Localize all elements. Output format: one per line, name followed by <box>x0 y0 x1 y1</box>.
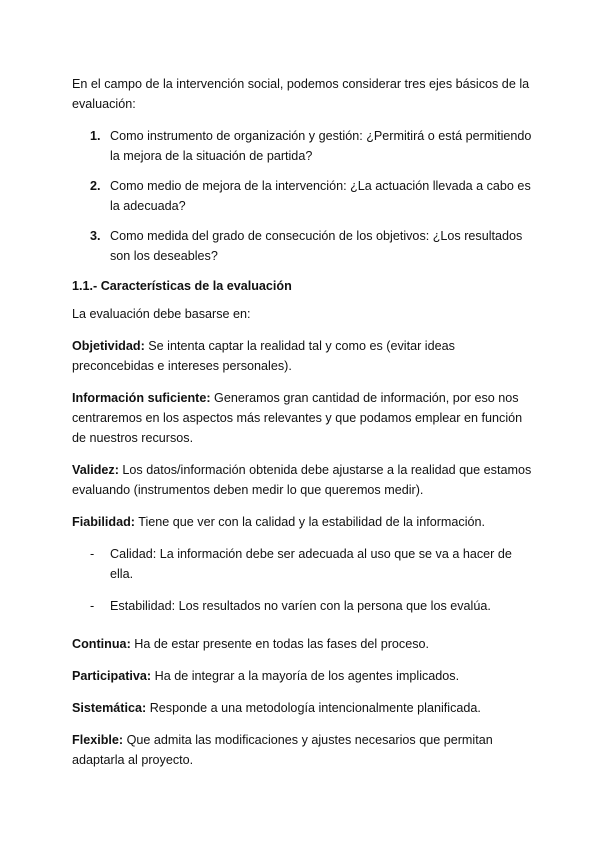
definition-term: Sistemática: <box>72 701 147 715</box>
definition-objetividad <box>72 336 532 376</box>
list-item-text: Estabilidad: Los resultados no varíen con la persona que los evalúa. <box>110 599 491 613</box>
intro-paragraph: En el campo de la intervención social, podemos considerar tres ejes básicos de la evaluación: <box>72 77 530 111</box>
definition-term: Continua: <box>72 637 131 651</box>
definition-text: Ha de estar presente en todas las fases del proceso. <box>130 637 429 651</box>
list-item <box>72 176 532 216</box>
definition-informacion-suficiente <box>72 388 532 448</box>
list-item <box>72 226 532 266</box>
definition-term: Flexible: <box>72 733 124 747</box>
definition-text: Responde a una metodología intencionalmente planificada. <box>146 701 481 715</box>
definition-term: Objetividad: <box>72 339 145 353</box>
definition-term: Participativa: <box>72 669 152 683</box>
definition-validez <box>72 460 532 500</box>
definition-term: Información suficiente: <box>72 391 211 405</box>
list-number: 2. <box>90 179 101 193</box>
list-item-text: Como instrumento de organización y gestión: ¿Permitirá o está permitiendo la mejora de la situación de partida? <box>110 129 532 163</box>
definition-term: Fiabilidad: <box>72 515 135 529</box>
fiabilidad-sub-list <box>72 544 532 616</box>
list-item-text: Como medio de mejora de la intervención: ¿La actuación llevada a cabo es la adecuada? <box>110 179 531 213</box>
lead-paragraph: La evaluación debe basarse en: <box>72 307 251 321</box>
definition-text: Se intenta captar la realidad tal y como es (evitar ideas preconcebidas e intereses personales). <box>72 339 455 373</box>
list-dash: - <box>90 547 95 561</box>
list-item <box>72 596 532 616</box>
list-number: 1. <box>90 129 101 143</box>
list-number: 3. <box>90 229 101 243</box>
list-item <box>72 126 532 166</box>
definition-participativa <box>72 666 532 686</box>
definition-text: Los datos/información obtenida debe ajustarse a la realidad que estamos evaluando (instrumentos deben medir lo que queremos medir). <box>72 463 532 497</box>
list-item <box>72 544 532 584</box>
definition-fiabilidad <box>72 512 532 532</box>
list-dash: - <box>90 599 95 613</box>
list-item-text: Calidad: La información debe ser adecuada al uso que se va a hacer de ella. <box>110 547 512 581</box>
definition-text: Generamos gran cantidad de información, por eso nos centraremos en los aspectos más relevantes y que podamos emplear en función de nuestros recursos. <box>72 391 523 445</box>
definition-text: Tiene que ver con la calidad y la estabilidad de la información. <box>134 515 486 529</box>
definition-sistematica <box>72 698 532 718</box>
section-heading: 1.1.- Características de la evaluación <box>72 279 292 293</box>
list-item-text: Como medida del grado de consecución de los objetivos: ¿Los resultados son los deseables? <box>110 229 523 263</box>
definition-text: Ha de integrar a la mayoría de los agentes implicados. <box>151 669 460 683</box>
document-page <box>72 74 532 782</box>
definition-text: Que admita las modificaciones y ajustes necesarios que permitan adaptarla al proyecto. <box>72 733 493 767</box>
definition-term: Validez: <box>72 463 119 477</box>
definition-flexible <box>72 730 532 770</box>
evaluation-axes-list <box>72 126 532 266</box>
definition-continua <box>72 634 532 654</box>
